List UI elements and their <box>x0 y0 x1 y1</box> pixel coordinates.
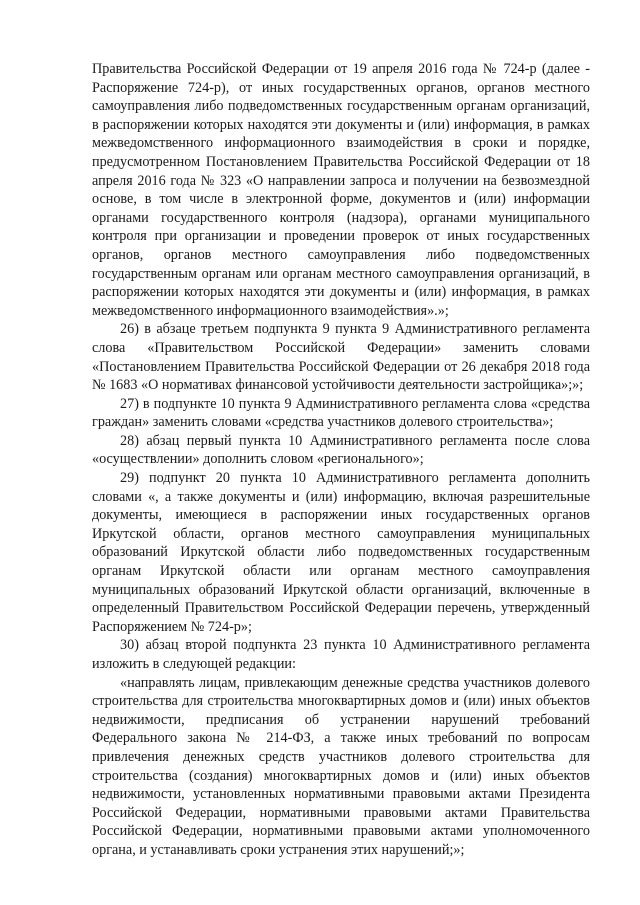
paragraph-quote-30: «направлять лицам, привлекающим денежные средства участников долевого строительства для строительства многоквартирных домов и (или) иных объектов недвижимости, предписания об устранении нарушений требований Федерального закона № 214-ФЗ, а также иных требований по вопросам привлечения денежных средств участников долевого строительства для строительства (создания) многоквартирных домов и (или) иных объектов недвижимости, установленных нормативными правовыми актами Президента Российской Федерации, нормативными правовыми актами Правительства Российской Федерации, нормативными правовыми актами уполномоченного органа, и устанавливать сроки устранения этих нарушений;»; <box>92 674 590 858</box>
paragraph-item-29: 29) подпункт 20 пункта 10 Административного регламента дополнить словами «, а также документы и (или) информацию, включая разрешительные документы, имеющиеся в распоряжении иных государственных органов Иркутской области, органов местного самоуправления муниципальных образований Иркутской области либо подведомственных государственным органам Иркутской области или органам местного самоуправления муниципальных образований Иркутской области организаций, включенные в определенный Правительством Российской Федерации перечень, утвержденный Распоряжением № 724-р»; <box>92 470 590 635</box>
paragraph-item-28: 28) абзац первый пункта 10 Административного регламента после слова «осуществлении» дополнить словом «регионального»; <box>92 432 590 468</box>
paragraph-item-30: 30) абзац второй подпункта 23 пункта 10 Административного регламента изложить в следующей редакции: <box>92 637 590 672</box>
paragraph-item-27: 27) в подпункте 10 пункта 9 Административного регламента слова «средства граждан» заменить словами «средства участников долевого строительства»; <box>92 395 590 431</box>
paragraph-item-26: 26) в абзаце третьем подпункта 9 пункта 9 Административного регламента слова «Правительством Российской Федерации» заменить словами «Постановлением Правительства Российской Федерации от 26 декабря 2018 года № 1683 «О нормативах финансовой устойчивости деятельности застройщика»;»; <box>92 321 590 394</box>
document-page <box>92 60 590 860</box>
paragraph-continuation: Правительства Российской Федерации от 19 апреля 2016 года № 724-р (далее - Распоряжение 724-р), от иных государственных органов, органов местного самоуправления либо подведомственных государственным органам организаций, в распоряжении которых находятся эти документы и (или) информация, в рамках межведомственного информационного взаимодействия в сроки и порядке, предусмотренном Постановлением Правительства Российской Федерации от 18 апреля 2016 года № 323 «О направлении запроса и получении на безвозмездной основе, в том числе в электронной форме, документов и (или) информации органами государственного контроля (надзора), органами муниципального контроля при организации и проведении проверок от иных государственных органов, органов местного самоуправления либо подведомственных государственным органам или органам местного самоуправления организаций, в распоряжении которых находятся эти документы и (или) информация, в рамках межведомственного информационного взаимодействия».»; <box>92 61 590 319</box>
